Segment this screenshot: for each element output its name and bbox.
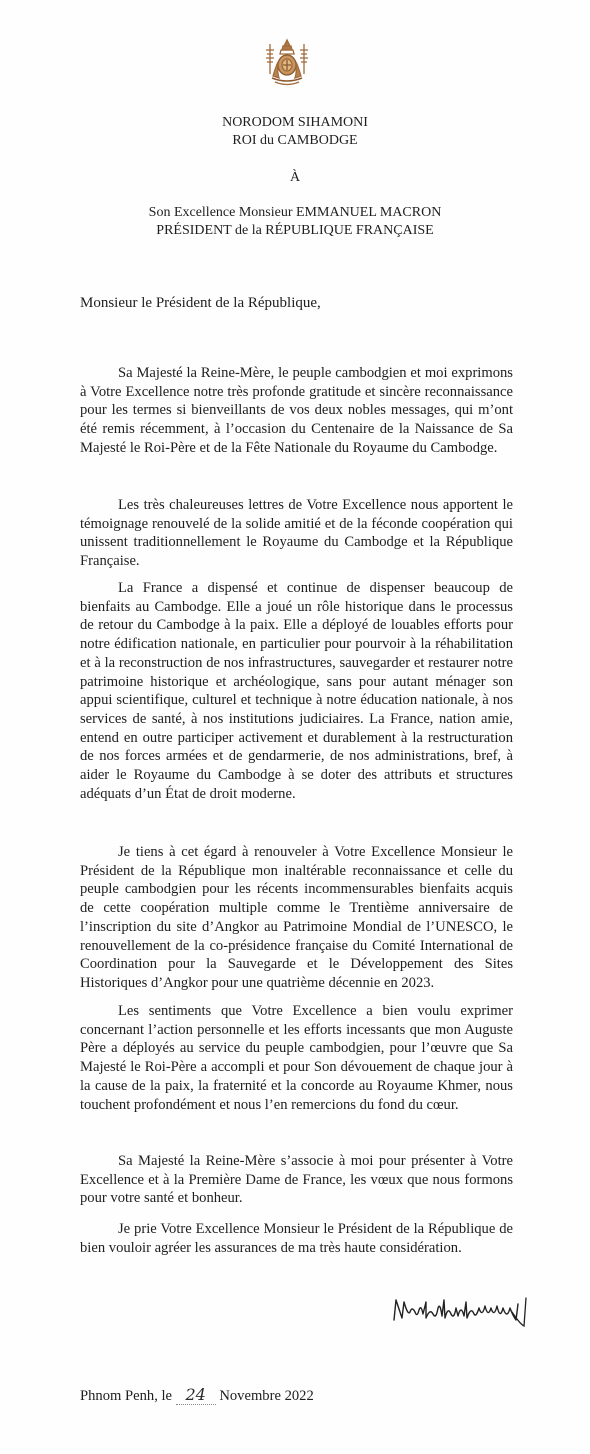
sender-title: ROI du CAMBODGE (232, 133, 358, 148)
paragraph-1: Sa Majesté la Reine-Mère, le peuple cambodgien et moi exprimons à Votre Excellence notre très profonde gratitude et sincère reconnaissance pour les termes si bienveillants de vos deux nobles messages, qui m’ont été remis récemment, à l’occasion du Centenaire de la Naissance de Sa Majesté le Roi-Père et de la Fête Nationale du Royaume du Cambodge. (80, 365, 513, 456)
paragraph-7: Je prie Votre Excellence Monsieur le Président de la République de bien vouloir agréer les assurances de ma très haute considération. (80, 1221, 513, 1256)
paragraph-3: La France a dispensé et continue de dispenser beaucoup de bienfaits au Cambodge. Elle a joué un rôle historique dans le processus de retour du Cambodge à la paix. Elle a déployé de louables efforts pour notre édification nationale, en particulier pour pourvoir à la réhabilitation et à la reconstruction de nos infrastructures, sauvegarder et restaurer notre patrimoine historique et archéologique, sans pour autant ménager son appui scientifique, culturel et technique à notre éducation nationale, à nos services de santé, à nos institutions judiciaires. La France, nation amie, entend en outre participer activement et durablement à la restructuration de nos forces armées et de gendarmerie, de nos administrations, bref, à aider le Royaume du Cambodge à se doter des attributs et structures adéquats d’un État de droit moderne. (80, 580, 513, 802)
paragraph-4: Je tiens à cet égard à renouveler à Votre Excellence Monsieur le Président de la République mon inaltérable reconnaissance et celle du peuple cambodgien pour les récents incommensurables bienfaits acquis de cette coopération multiple comme le Trentième anniversaire de l’inscription du site d’Angkor au Patrimoine Mondial de l’UNESCO, le renouvellement de la co-présidence française du Comité International de Coordination pour la Sauvegarde et le Développement des Sites Historiques d’Angkor pour une quatrième décennie en 2023. (80, 844, 513, 991)
addressee-preposition: À (289, 170, 301, 185)
paragraph-6: Sa Majesté la Reine-Mère s’associe à moi pour présenter à Votre Excellence et à la Première Dame de France, les vœux que nous formons pour votre santé et bonheur. (80, 1153, 513, 1207)
paragraph-5: Les sentiments que Votre Excellence a bien voulu exprimer concernant l’action personnelle et les efforts incessants que mon Auguste Père a déployés au service du peuple cambodgien, pour l’œuvre que Sa Majesté le Roi-Père a accompli et pour Son dévouement de chaque jour à la cause de la paix, la fraternité et la concorde au Royaume Khmer, nous touchent profondément et nous l’en remercions du fond du cœur. (80, 1003, 513, 1113)
sender-name: NORODOM SIHAMONI (222, 115, 368, 130)
recipient-line-1: Son Excellence Monsieur EMMANUEL MACRON (148, 205, 442, 220)
paragraph-2: Les très chaleureuses lettres de Votre Excellence nous apportent le témoignage renouvelé de la solide amitié et de la féconde coopération qui unissent traditionnellement le Royaume du Cambodge et la République Française. (80, 497, 513, 570)
date-place: Phnom Penh, le (80, 1388, 173, 1404)
salutation: Monsieur le Président de la République, (80, 295, 321, 311)
date-month-year: Novembre 2022 (219, 1388, 314, 1404)
recipient-line-2: PRÉSIDENT de la RÉPUBLIQUE FRANÇAISE (156, 223, 434, 238)
handwritten-signature (390, 1294, 540, 1328)
place-and-date (80, 1386, 314, 1405)
royal-emblem-icon (262, 38, 312, 88)
date-day-handwritten: 24 (176, 1386, 216, 1405)
